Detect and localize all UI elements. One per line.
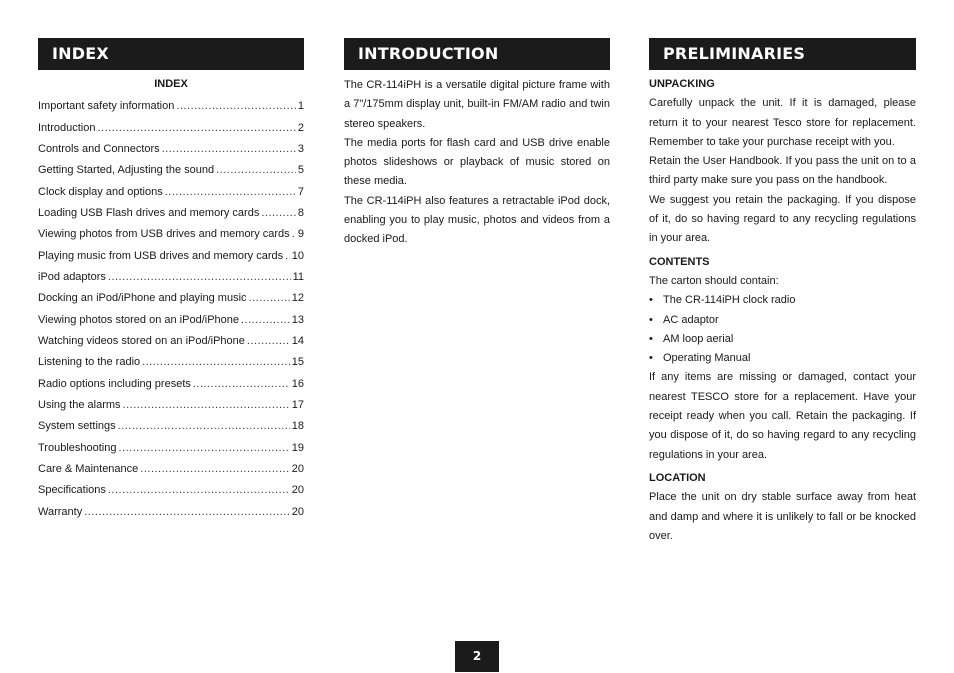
page-number: 2	[455, 641, 499, 672]
index-header: INDEX	[38, 38, 304, 70]
toc-entry-page: 8	[297, 207, 304, 220]
toc-leader-dots	[285, 246, 290, 267]
toc-leader-dots	[261, 203, 296, 224]
toc-entry-page: 11	[292, 271, 304, 284]
introduction-paragraph: The media ports for flash card and USB drive enable photos slideshows or playback of music stored on these media.	[344, 136, 610, 188]
toc-leader-dots	[84, 502, 290, 523]
toc-leader-dots	[193, 374, 290, 395]
toc-leader-dots	[142, 352, 290, 373]
toc-entry-label: Docking an iPod/iPhone and playing music	[38, 292, 247, 305]
toc-entry-label: Specifications	[38, 484, 106, 497]
introduction-paragraph: The CR-114iPH is a versatile digital picture frame with a 7"/175mm display unit, built-in FM/AM radio and twin stereo speakers.	[344, 79, 610, 130]
toc-entry-page: 1	[297, 100, 304, 113]
preliminaries-body	[649, 75, 916, 546]
toc-entry-label: System settings	[38, 420, 116, 433]
toc-entry-label: Loading USB Flash drives and memory cards	[38, 207, 260, 220]
toc-entry[interactable]	[38, 502, 304, 523]
toc-entry[interactable]	[38, 374, 304, 395]
toc-leader-dots	[108, 267, 291, 288]
toc-entry-page: 5	[297, 164, 304, 177]
toc-leader-dots	[292, 224, 296, 245]
toc-entry[interactable]	[38, 267, 304, 288]
introduction-paragraph: The CR-114iPH also features a retractable iPod dock, enabling you to play music, photos and videos from a docked iPod.	[344, 194, 610, 246]
unpacking-paragraph: We suggest you retain the packaging. If you dispose of it, do so having regard to any recycling regulations in your area.	[649, 193, 916, 245]
toc-entry-page: 2	[297, 121, 304, 134]
toc-entry[interactable]	[38, 246, 304, 267]
toc-entry[interactable]	[38, 459, 304, 480]
toc-entry-label: Clock display and options	[38, 185, 163, 198]
toc-entry-label: Troubleshooting	[38, 441, 117, 454]
toc-leader-dots	[118, 438, 289, 459]
preliminaries-column	[649, 38, 916, 546]
toc-entry[interactable]	[38, 203, 304, 224]
unpacking-heading: UNPACKING	[649, 78, 715, 90]
unpacking-paragraph: Carefully unpack the unit. If it is damaged, please return it to your nearest Tesco store for replacement. Remember to take your purchase receipt with you.	[649, 97, 916, 148]
list-item: • AM loop aerial	[649, 330, 916, 349]
toc-entry[interactable]	[38, 480, 304, 501]
toc-entry[interactable]	[38, 310, 304, 331]
toc-entry-page: 16	[291, 377, 304, 390]
toc-entry-label: Playing music from USB drives and memory cards	[38, 249, 284, 262]
toc-entry-label: Using the alarms	[38, 399, 121, 412]
toc-entry-page: 13	[291, 313, 304, 326]
contents-note: If any items are missing or damaged, contact your nearest TESCO store for a replacement. Have your receipt ready when you call. Retain the packaging. If you dispose of it, do so having regard to any recycling regulations in your area.	[649, 371, 916, 461]
toc-leader-dots	[176, 96, 296, 117]
toc-entry-label: Important safety information	[38, 100, 175, 113]
toc-leader-dots	[165, 182, 296, 203]
toc-leader-dots	[162, 139, 296, 160]
toc-entry-page: 20	[291, 505, 304, 518]
unpacking-paragraph: Retain the User Handbook. If you pass the unit on to a third party make sure you pass on the handbook.	[649, 155, 916, 187]
toc-entry-label: Controls and Connectors	[38, 142, 160, 155]
toc-entry[interactable]	[38, 224, 304, 245]
toc-entry-label: Viewing photos from USB drives and memory cards	[38, 228, 290, 241]
toc-entry[interactable]	[38, 395, 304, 416]
toc-entry[interactable]	[38, 96, 304, 117]
toc-entry-label: Viewing photos stored on an iPod/iPhone	[38, 313, 239, 326]
toc-leader-dots	[241, 310, 290, 331]
toc-entry-page: 20	[291, 463, 304, 476]
introduction-header: INTRODUCTION	[344, 38, 610, 70]
toc-entry-label: Getting Started, Adjusting the sound	[38, 164, 215, 177]
toc-entry-page: 14	[291, 335, 304, 348]
toc-entry-page: 20	[291, 484, 304, 497]
toc-entry-label: iPod adaptors	[38, 271, 106, 284]
list-item: • Operating Manual	[649, 349, 916, 368]
toc-entry[interactable]	[38, 352, 304, 373]
list-item: • The CR-114iPH clock radio	[649, 291, 916, 310]
toc-entry-label: Watching videos stored on an iPod/iPhone	[38, 335, 245, 348]
introduction-column	[344, 38, 610, 250]
toc-entry-label: Care & Maintenance	[38, 463, 139, 476]
toc-entry[interactable]	[38, 416, 304, 437]
toc-entry[interactable]	[38, 160, 304, 181]
toc-leader-dots	[108, 480, 290, 501]
contents-list	[649, 291, 916, 368]
toc-entry-page: 10	[291, 249, 304, 262]
toc-entry[interactable]	[38, 182, 304, 203]
toc-entry-page: 17	[291, 399, 304, 412]
toc-entry-page: 19	[291, 441, 304, 454]
toc-entry-page: 3	[297, 142, 304, 155]
introduction-body	[344, 76, 610, 250]
list-item: • AC adaptor	[649, 311, 916, 330]
toc-entry[interactable]	[38, 118, 304, 139]
toc-leader-dots	[97, 118, 295, 139]
toc-leader-dots	[247, 331, 290, 352]
index-title: INDEX	[154, 78, 188, 90]
toc-entry-page: 12	[291, 292, 304, 305]
contents-heading: CONTENTS	[649, 255, 710, 268]
toc-entry-label: Warranty	[38, 505, 83, 518]
toc-entry[interactable]	[38, 331, 304, 352]
location-paragraph: Place the unit on dry stable surface away from heat and damp and where it is unlikely to fall or be knocked over.	[649, 491, 916, 542]
toc-leader-dots	[118, 416, 290, 437]
table-of-contents	[38, 96, 304, 523]
contents-intro: The carton should contain:	[649, 274, 779, 287]
location-heading: LOCATION	[649, 471, 706, 484]
index-column	[38, 38, 304, 523]
toc-entry[interactable]	[38, 288, 304, 309]
toc-leader-dots	[140, 459, 289, 480]
toc-entry-label: Introduction	[38, 121, 96, 134]
toc-leader-dots	[216, 160, 296, 181]
toc-entry-page: 7	[297, 185, 304, 198]
toc-entry[interactable]	[38, 139, 304, 160]
toc-entry-label: Radio options including presets	[38, 377, 191, 390]
preliminaries-header: PRELIMINARIES	[649, 38, 916, 70]
toc-leader-dots	[249, 288, 290, 309]
toc-entry-page: 9	[297, 228, 304, 241]
toc-leader-dots	[123, 395, 290, 416]
toc-entry[interactable]	[38, 438, 304, 459]
toc-entry-label: Listening to the radio	[38, 356, 141, 369]
toc-entry-page: 15	[291, 356, 304, 369]
toc-entry-page: 18	[291, 420, 304, 433]
